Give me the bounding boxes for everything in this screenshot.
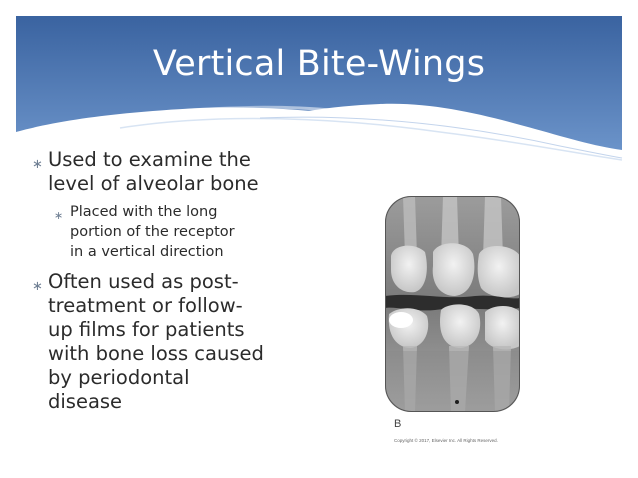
slide-title: Vertical Bite-Wings <box>152 44 486 84</box>
sub-bullet-item-1 <box>54 202 282 262</box>
bullet-2-line-4: with bone loss caused <box>48 342 264 365</box>
asterisk-bullet-icon: ∗ <box>32 279 43 294</box>
xray-graphic <box>385 196 520 412</box>
bullet-item-2 <box>32 270 282 414</box>
figure-copyright: Copyright © 2017, Elsevier Inc. All Rights Reserved. <box>394 438 498 443</box>
bullet-2-line-3: up films for patients <box>48 318 245 341</box>
bullet-1-line-1: Used to examine the <box>48 148 251 171</box>
sub-bullet-line-3: in a vertical direction <box>70 244 224 260</box>
bullet-list <box>32 148 282 420</box>
bullet-1-line-2: level of alveolar bone <box>48 172 259 195</box>
bullet-2-line-6: disease <box>48 390 123 413</box>
sub-bullet-line-2: portion of the receptor <box>70 224 235 240</box>
bullet-2-line-1: Often used as post- <box>48 270 239 293</box>
bullet-2-line-5: by periodontal <box>48 366 190 389</box>
asterisk-bullet-icon: ∗ <box>32 157 43 172</box>
bullet-item-1 <box>32 148 282 196</box>
figure-label: B <box>394 418 402 430</box>
bullet-2-line-2: treatment or follow- <box>48 294 243 317</box>
sub-bullet-line-1: Placed with the long <box>70 204 218 220</box>
asterisk-bullet-icon: ∗ <box>54 209 64 222</box>
radiograph-image <box>385 196 520 412</box>
